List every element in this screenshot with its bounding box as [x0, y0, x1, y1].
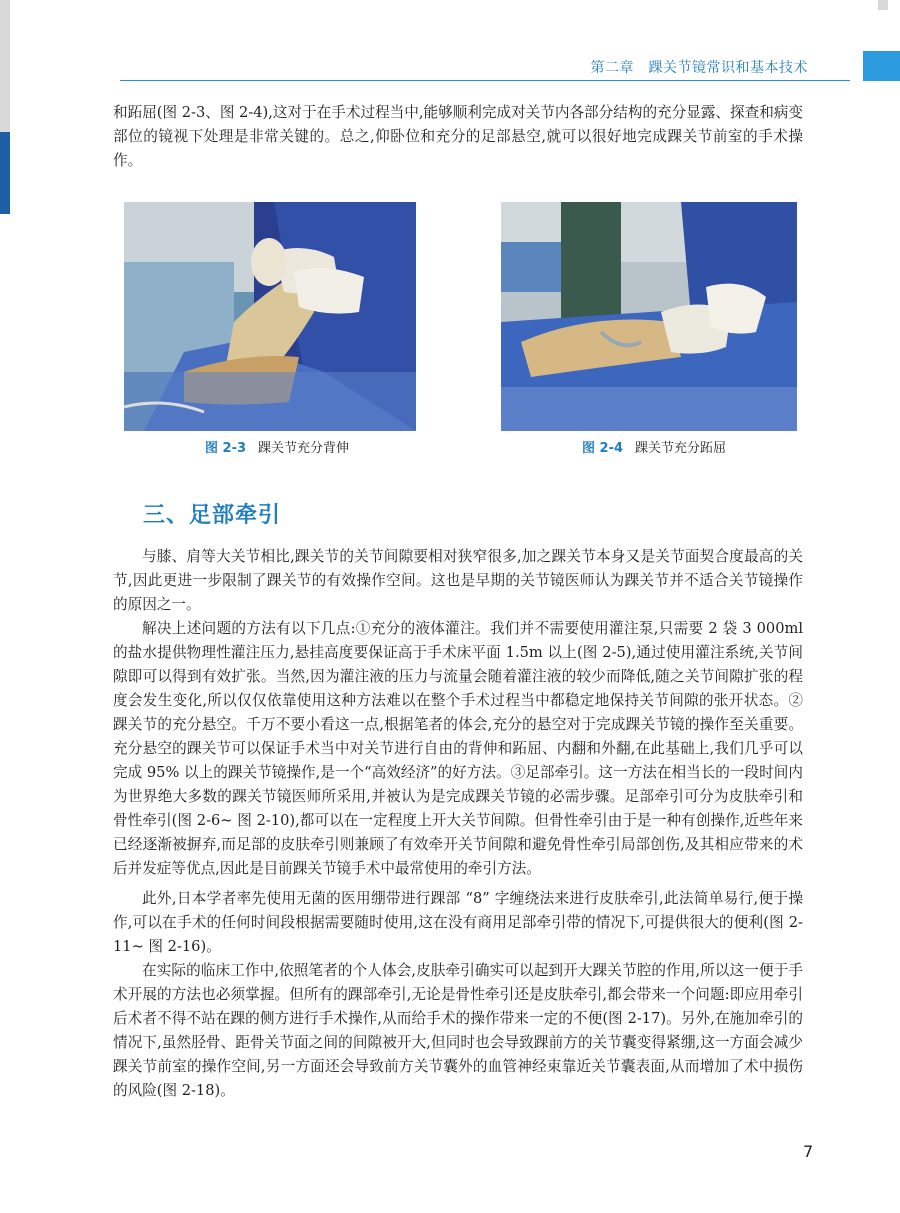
- figure-2-3-title: 踝关节充分背伸: [258, 441, 350, 456]
- figure-2-4-number: 图 2-4: [582, 441, 624, 456]
- header-rule: [120, 80, 850, 81]
- running-header: 第二章 踝关节镜常识和基本技术: [590, 60, 808, 76]
- paragraph-3: 此外,日本学者率先使用无菌的医用绷带进行踝部 “8” 字缠绕法来进行皮肤牵引,此法简单易行,便于操作,可以在手术的任何时间段根据需要随时使用,这在没有商用足部牵引带的情况下,可提供很大的便利(图 2-11~ 图 2-16)。: [113, 890, 803, 955]
- figure-2-3-caption: [205, 437, 349, 456]
- figure-2-4-title: 踝关节充分跖屈: [635, 441, 727, 456]
- paragraph-2: 解决上述问题的方法有以下几点:①充分的液体灌注。我们并不需要使用灌注泵,只需要 2 袋 3 000ml 的盐水提供物理性灌注压力,悬挂高度要保证高于手术床平面 1.5m 以上(图 2-5),通过使用灌注系统,关节间隙即可以得到有效扩张。当然,因为灌注液的压力与流量会随着灌注液的较少而降低,随之关节间隙扩张的程度会发生变化,所以仅仅依靠使用这种方法难以在整个手术过程当中都稳定地保持关节间隙的张开状态。②踝关节的充分悬空。千万不要小看这一点,根据笔者的体会,充分的悬空对于完成踝关节镜的操作至关重要。充分悬空的踝关节可以保证手术当中对关节进行自由的背伸和跖屈、内翻和外翻,在此基础上,我们几乎可以完成 95% 以上的踝关节镜操作,是一个“高效经济”的好方法。③足部牵引。这一方法在相当长的一段时间内为世界绝大多数的踝关节镜医师所采用,并被认为是完成踝关节镜的必需步骤。足部牵引可分为皮肤牵引和骨性牵引(图 2-6~ 图 2-10),都可以在一定程度上开大关节间隙。但骨性牵引由于是一种有创操作,近些年来已经逐渐被摒弃,而足部的皮肤牵引则兼顾了有效牵开关节间隙和避免骨性牵引局部创伤,及其相应带来的术后并发症等优点,因此是目前踝关节镜手术中最常使用的牵引方法。: [113, 620, 803, 877]
- page-number: 7: [803, 1142, 814, 1161]
- margin-blue-bar: [0, 132, 10, 214]
- top-corner-mark: [878, 0, 888, 10]
- paragraph-1: 与膝、肩等大关节相比,踝关节的关节间隙要相对狭窄很多,加之踝关节本身又是关节面契合度最高的关节,因此更进一步限制了踝关节的有效操作空间。这也是早期的关节镜医师认为踝关节并不适合关节镜操作的原因之一。: [113, 548, 803, 613]
- figure-2-3-number: 图 2-3: [205, 441, 247, 456]
- figure-2-3-photo: [124, 202, 416, 431]
- figure-2-4-caption: [582, 437, 726, 456]
- figure-2-4-photo: [501, 202, 797, 431]
- paragraph-4: 在实际的临床工作中,依照笔者的个人体会,皮肤牵引确实可以起到开大踝关节腔的作用,所以这一便于手术开展的方法也必须掌握。但所有的踝部牵引,无论是骨性牵引还是皮肤牵引,都会带来一个问题:即应用牵引后术者不得不站在踝的侧方进行手术操作,从而给手术的操作带来一定的不便(图 2-17)。另外,在施加牵引的情况下,虽然胫骨、距骨关节面之间的间隙被开大,但同时也会导致踝前方的关节囊变得紧绷,这一方面会减少踝关节前室的操作空间,另一方面还会导致前方关节囊外的血管神经束靠近关节囊表面,从而增加了术中损伤的风险(图 2-18)。: [113, 962, 803, 1099]
- intro-paragraph: 和跖屈(图 2-3、图 2-4),这对于在手术过程当中,能够顺利完成对关节内各部分结构的充分显露、探查和病变部位的镜视下处理是非常关键的。总之,仰卧位和充分的足部悬空,就可以很好地完成踝关节前室的手术操作。: [113, 104, 803, 169]
- section-title: 三、足部牵引: [143, 503, 282, 528]
- margin-gray-bar: [0, 0, 10, 132]
- chapter-tab: [863, 51, 900, 81]
